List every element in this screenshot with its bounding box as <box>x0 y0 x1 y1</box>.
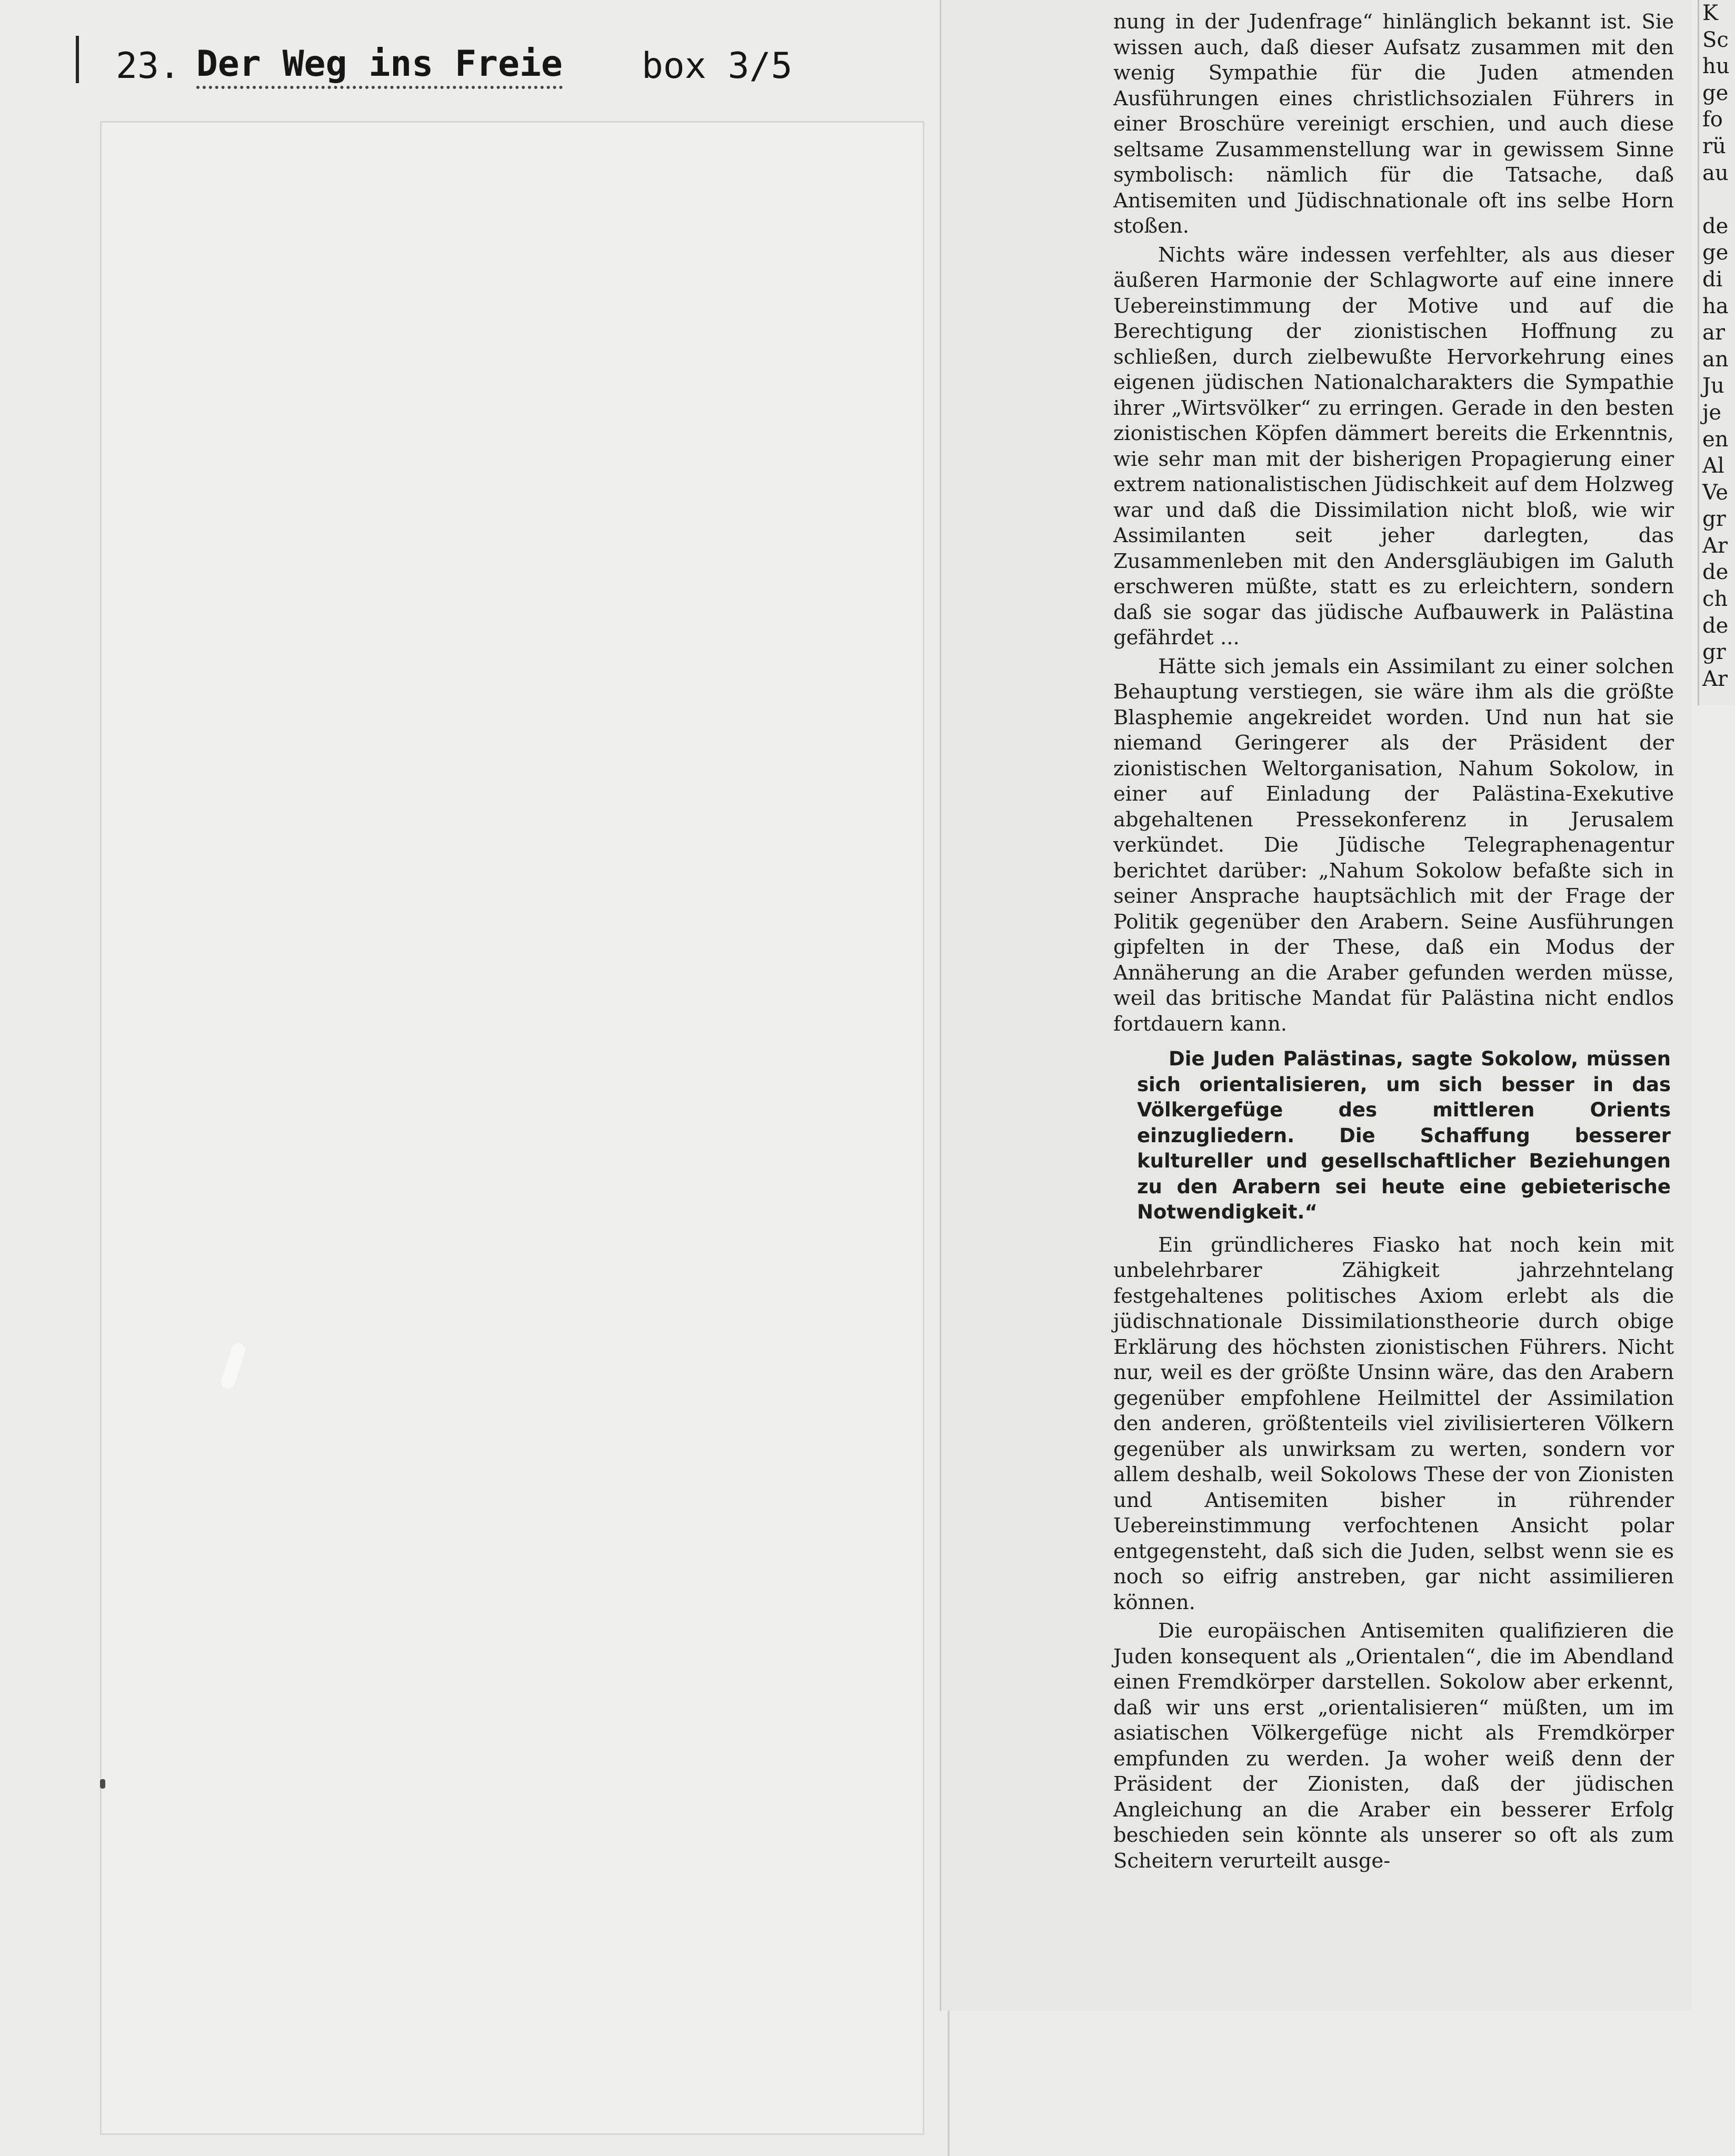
adjacent-page-edge <box>1698 0 1735 705</box>
adjacent-page-fragment: ch <box>1702 587 1728 612</box>
adjacent-page-fragments <box>1699 0 1735 692</box>
adjacent-page-fragment: de <box>1702 214 1729 238</box>
header-bracket <box>76 36 83 83</box>
adjacent-page-fragment: Ve <box>1702 480 1728 505</box>
sokolow-quote: Die Juden Palästinas, sagte Sokolow, müssen sich orientalisieren, um sich besser in das Völkergefüge des mittleren Orients einzugliedern. Die Schaffung besserer kultureller und gesellschaftlicher Beziehungen zu den Arabern sei heute eine gebieterische Notwendigkeit.“ <box>1137 1047 1671 1223</box>
adjacent-page-fragment: rü <box>1702 134 1726 158</box>
article-paragraph: Nichts wäre indessen verfehlter, als aus dieser äußeren Harmonie der Schlagworte auf eine innere Uebereinstimmung der Motive und auf die Berechtigung der zionistischen Hoffnung zu schließen, durch zielbewußte Hervorkehrung eines eigenen jüdischen Nationalcharakters die Sympathie ihrer „Wirtsvölker“ zu erringen. Gerade in den besten zionistischen Köpfen dämmert bereits die Erkenntnis, wie sehr man mit der bisherigen Propagierung einer extrem nationalistischen Jüdischkeit auf dem Holzweg war und daß die Dissimilation nicht bloß, wie wir Assimilanten seit jeher darlegten, das Zusammenleben mit den Andersgläubigen im Galuth erschweren müßte, statt es zu erleichtern, sondern daß sie sogar das jüdische Aufbauwerk in Palästina gefährdet ... <box>1113 243 1674 650</box>
adjacent-page-fragment: gr <box>1702 507 1726 532</box>
adjacent-page-fragment: hu <box>1702 54 1730 79</box>
adjacent-page-fragment: Sc <box>1702 27 1729 52</box>
article-paragraph: Ein gründlicheres Fiasko hat noch kein mit unbelehrbarer Zähigkeit jahrzehntelang festgehaltenes politisches Axiom erlebt als die jüdischnationale Dissimilationstheorie durch obige Erklärung des höchsten zionistischen Führers. Nicht nur, weil es der größte Unsinn wäre, das den Arabern gegenüber empfohlene Heilmittel der Assimilation den anderen, größtenteils viel zivilisierteren Völkern gegenüber als unwirksam zu werten, sondern vor allem deshalb, weil Sokolows These der von Zionisten und Antisemiten bisher in rührender Uebereinstimmung verfochtenen Ansicht polar entgegensteht, daß sich die Juden, selbst wenn sie es noch so eifrig anstreben, gar nicht assimilieren können. <box>1113 1233 1674 1614</box>
adjacent-page-fragment: gr <box>1702 640 1726 665</box>
entry-number: 23. <box>116 45 181 87</box>
adjacent-page-fragment: ha <box>1702 294 1729 318</box>
scan-mark <box>100 1779 105 1789</box>
adjacent-page-fragment: de <box>1702 560 1729 585</box>
adjacent-page-fragment: Ar <box>1702 533 1728 558</box>
adjacent-page-fragment: di <box>1702 267 1723 292</box>
blank-mount-area <box>100 121 924 2135</box>
adjacent-page-fragment: ge <box>1702 81 1729 105</box>
article-paragraph: nung in der Judenfrage“ hinlänglich bekannt ist. Sie wissen auch, daß dieser Aufsatz zusammen mit den wenig Sympathie für die Juden atmenden Ausführungen eines christlichsozialen Führers in einer Broschüre vereinigt erschien, und auch diese seltsame Zusammenstellung war in gewissem Sinne symbolisch: nämlich für die Tatsache, daß Antisemiten und Jüdischnationale oft ins selbe Horn stoßen. <box>1113 10 1674 238</box>
archive-header <box>79 32 792 100</box>
adjacent-page-fragment <box>1699 186 1735 213</box>
adjacent-page-fragment: ge <box>1702 241 1729 265</box>
adjacent-page-fragment: ar <box>1702 321 1725 345</box>
adjacent-page-fragment: fo <box>1702 107 1723 132</box>
adjacent-page-fragment: an <box>1702 347 1729 372</box>
adjacent-page-fragment: Ar <box>1702 666 1728 691</box>
article-paragraph: Hätte sich jemals ein Assimilant zu einer solchen Behauptung verstiegen, sie wäre ihm als die größte Blasphemie angekreidet worden. Und nun hat sie niemand Geringerer als der Präsident der zionistischen Weltorganisation, Nahum Sokolow, in einer auf Einladung der Palästina-Exekutive abgehaltenen Pressekonferenz in Jerusalem verkündet. Die Jüdische Telegraphenagentur berichtet darüber: „Nahum Sokolow befaßte sich in seiner Ansprache hauptsächlich mit der Frage der Politik gegenüber den Arabern. Seine Ausführungen gipfelten in der These, daß ein Modus der Annäherung an die Araber gefunden werden müsse, weil das britische Mandat für Palästina nicht endlos fortdauern kann. <box>1113 654 1674 1036</box>
adjacent-page-fragment: au <box>1702 161 1729 185</box>
adjacent-page-fragment: Al <box>1702 454 1724 478</box>
adjacent-page-fragment: de <box>1702 613 1729 638</box>
article-column <box>1113 9 1674 1877</box>
adjacent-page-fragment: en <box>1702 427 1729 452</box>
work-title: Der Weg ins Freie <box>196 43 563 89</box>
box-label: box 3/5 <box>641 45 793 87</box>
adjacent-page-fragment: je <box>1702 400 1722 425</box>
adjacent-page-fragment: K <box>1702 1 1718 25</box>
adjacent-page-fragment: Ju <box>1702 374 1724 398</box>
article-paragraph: Die europäischen Antisemiten qualifizieren die Juden konsequent als „Orientalen“, die im Abendland einen Fremdkörper darstellen. Sokolow aber erkennt, daß wir uns erst „orientalisieren“ müßten, um im asiatischen Völkergefüge nicht als Fremdkörper empfunden zu werden. Ja woher weiß denn der Präsident der Zionisten, daß der jüdischen Angleichung an die Araber ein besserer Erfolg beschieden sein könnte als unserer so oft als zum Scheitern verurteilt ausge- <box>1113 1619 1674 1873</box>
